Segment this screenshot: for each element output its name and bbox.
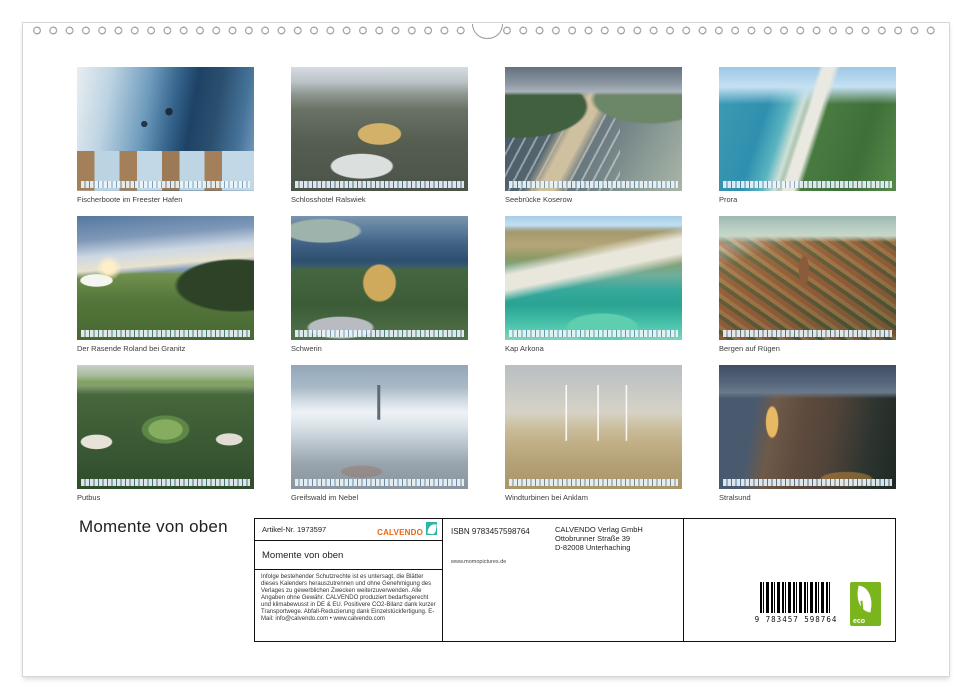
wire-binding-holes-left [31,25,471,36]
date-strip [295,479,464,486]
photo-caption: Kap Arkona [505,344,544,353]
publisher-street: Ottobrunner Straße 39 [555,534,631,543]
calvendo-logo-mark-icon [426,522,437,535]
photo-windturbinen-anklam [505,365,682,489]
publisher-city: D-82008 Unterhaching [555,543,631,552]
date-strip [81,479,250,486]
photo-schwerin [291,216,468,340]
photographer-website: www.momopictures.de [451,559,507,565]
legal-text: Infolge bestehender Schutzrechte ist es untersagt, die Blätter dieses Kalenders herauszutrennen und ohne Genehmigung des Verlages zu gewerblichen Zwecken weiterzuverwenden. Alle Angaben ohne Gewähr. CALVENDO produziert bedarfsgerecht und klimabewusst in DE & EU. Positivere CO2-Bilanz dank kurzer Transportwege. Abfall-Reduzierung dank Einzelstückfertigung. E-Mail: info@calvendo.com • www.calvendo.com [261,574,436,622]
photo-prora [719,67,896,191]
month-cell [291,365,468,502]
date-strip [295,330,464,337]
photo-caption: Der Rasende Roland bei Granitz [77,344,186,353]
date-strip [723,330,892,337]
photo-rasender-roland [77,216,254,340]
photo-stralsund [719,365,896,489]
product-title: Momente von oben [262,550,344,561]
calvendo-logo [377,522,437,540]
photo-fischerboote [77,67,254,191]
photo-caption: Seebrücke Koserow [505,195,573,204]
calvendo-logo-text: CALVENDO [377,528,423,537]
eco-label-text: eco [853,618,866,625]
photo-greifswald-nebel [291,365,468,489]
photo-caption: Fischerboote im Freester Hafen [77,195,183,204]
month-cell [77,365,254,502]
month-cell [291,67,468,204]
date-strip [81,181,250,188]
eco-label [850,582,881,626]
hanger-hole [472,24,503,39]
leaf-icon [854,585,876,612]
photo-caption: Prora [719,195,738,204]
date-strip [295,181,464,188]
barcode-box [684,518,896,642]
photo-caption: Schwerin [291,344,322,353]
photo-caption: Schlosshotel Ralswiek [291,195,366,204]
photo-seebruecke-koserow [505,67,682,191]
publisher-address [555,525,643,552]
photo-putbus [77,365,254,489]
month-cell [505,365,682,502]
date-strip [509,330,678,337]
ean-barcode [760,582,832,613]
calendar-sheet [22,22,950,677]
date-strip [81,330,250,337]
publisher-name: CALVENDO Verlag GmbH [555,525,643,534]
date-strip [509,479,678,486]
date-strip [723,479,892,486]
photo-caption: Putbus [77,493,101,502]
month-cell [505,216,682,353]
photo-caption: Stralsund [719,493,751,502]
publisher-box [443,518,684,642]
month-cell [719,67,896,204]
photo-bergen-auf-ruegen [719,216,896,340]
date-strip [509,181,678,188]
photo-caption: Windturbinen bei Anklam [505,493,588,502]
month-cell [77,216,254,353]
page-title: Momente von oben [79,517,228,536]
photo-schlosshotel-ralswiek [291,67,468,191]
month-cell [291,216,468,353]
article-box [254,518,443,642]
barcode-number: 9 783457 598764 [754,615,838,624]
month-cell [77,67,254,204]
month-cell [719,365,896,502]
month-cell [505,67,682,204]
isbn-text: ISBN 9783457598764 [451,527,530,536]
photo-kap-arkona [505,216,682,340]
product-title-row [255,541,442,570]
photo-caption: Bergen auf Rügen [719,344,780,353]
month-cell [719,216,896,353]
article-number: Artikel-Nr. 1973597 [262,525,327,534]
wire-binding-holes-right [501,25,939,36]
photo-caption: Greifswald im Nebel [291,493,359,502]
date-strip [723,181,892,188]
article-number-row [255,519,442,541]
